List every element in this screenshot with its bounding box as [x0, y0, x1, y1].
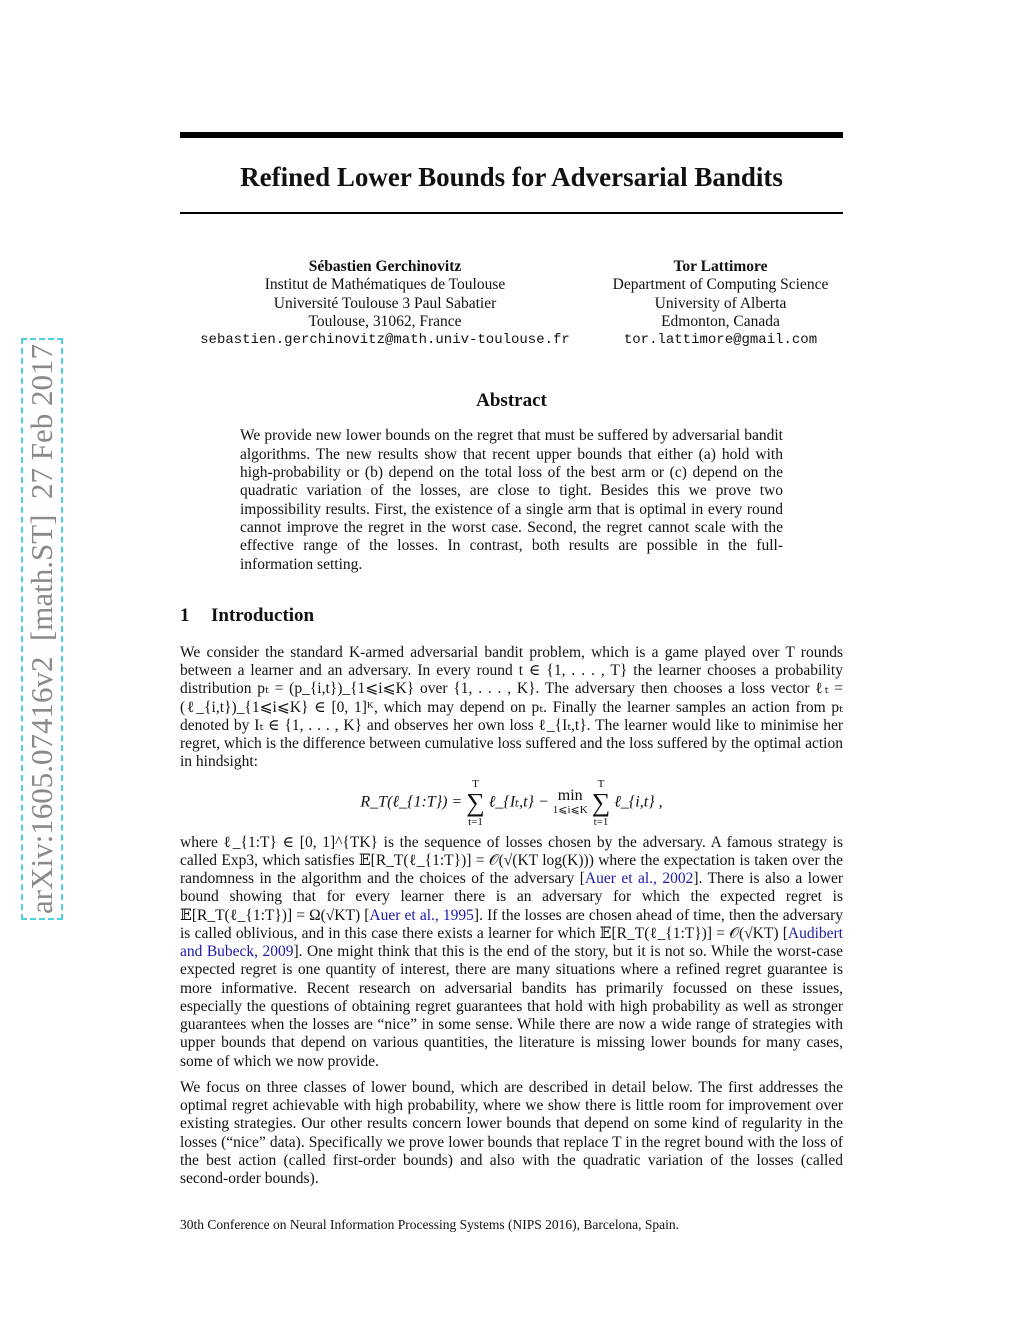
sum-lower: t=1	[593, 815, 609, 828]
author-affiliation: Institut de Mathématiques de Toulouse	[264, 276, 506, 294]
author-email[interactable]: sebastien.gerchinovitz@math.univ-toulouse.fr	[200, 332, 570, 349]
section-title: Introduction	[211, 604, 315, 626]
authors-row	[180, 258, 843, 349]
paragraph	[180, 834, 843, 1071]
sum-symbol: ∑	[466, 787, 485, 817]
author-block	[598, 258, 843, 349]
section-heading	[180, 604, 843, 628]
author-affiliation: Université Toulouse 3 Paul Sabatier	[273, 294, 497, 312]
paragraph-text: We focus on three classes of lower bound, which are described in detail below. The first addresses the optimal regret achievable with high probability, where we show there is little room for improvement over existing strategies. Our other results concern lower bounds that depend on some kind of regularity in the losses (“nice” data). Specifically we prove lower bounds that replace T in the regret bound with the loss of the best action (called first-order bounds) and also with the quadratic variation of the losses (called second-order bounds).	[180, 1078, 843, 1188]
footer-note: 30th Conference on Neural Information Processing Systems (NIPS 2016), Barcelona, Spain.	[180, 1217, 680, 1233]
citation-link[interactable]: Auer et al., 1995	[369, 906, 474, 924]
author-affiliation: University of Alberta	[654, 294, 787, 312]
min-operator: min	[557, 786, 583, 804]
sum-upper: T	[597, 777, 605, 790]
paragraph-text: ]. There is also a lower bound showing that for every learner there is an adversary for which the expected regret is 𝔼[R_T(ℓ_{1:T})] = Ω(√KT) [	[180, 870, 843, 924]
author-name: Tor Lattimore	[673, 258, 768, 275]
min-subscript: 1⩽i⩽K	[552, 803, 588, 816]
title-rule-bottom	[180, 212, 843, 214]
min-block	[552, 786, 588, 817]
author-affiliation: Department of Computing Science	[612, 276, 829, 294]
paragraph-text: We consider the standard K-armed adversarial bandit problem, which is a game played over T rounds between a learner and an adversary. In every round t ∈ {1, . . . , T} the learner chooses a probability distribution pₜ = (p_{i,t})_{1⩽i⩽K} over {1, . . . , K}. The adversary then chooses a loss vector ℓₜ = (ℓ_{i,t})_{1⩽i⩽K} ∈ [0, 1]ᴷ, which may depend on pₜ. Finally the learner samples an action from pₜ denoted by Iₜ ∈ {1, . . . , K} and observes her own loss ℓ_{Iₜ,t}. The learner would like to minimise her regret, which is the difference between cumulative loss suffered and the loss suffered by the optimal action in hindsight:	[180, 643, 843, 771]
page-column	[180, 0, 843, 1273]
paragraph-text: ]. One might think that this is the end of the story, but it is not so. While the worst-case expected regret is one quantity of interest, there are many situations where a refined regret guarantee is more informative. Recent research on adversarial bandits has primarily focussed on these issues, especially the questions of obtaining regret guarantees that hold with high probability as well as stronger guarantees when the losses are “nice” in some sense. While there are now a wide range of strategies with upper bounds that depend on various quantities, the literature is missing lower bounds for many cases, some of which we now provide.	[180, 943, 843, 1070]
author-name: Sébastien Gerchinovitz	[308, 258, 462, 275]
sum-block	[592, 778, 611, 828]
paragraph	[180, 644, 843, 772]
equation-term2: ℓ_{i,t} ,	[614, 793, 663, 811]
abstract-text: We provide new lower bounds on the regret that must be suffered by adversarial bandit algorithms. The new results show that recent upper bounds that either (a) hold with high-probability or (b) depend on the total loss of the best arm or (c) depend on the quadratic variation of the losses, are close to tight. Besides this we prove two impossibility results. First, the existence of a single arm that is optimal in every round cannot improve the regret in the worst case. Second, the regret cannot scale with the effective range of the losses. In contrast, both results are possible in the full-information setting.	[240, 427, 783, 573]
paragraph	[180, 1079, 843, 1189]
paper-title: Refined Lower Bounds for Adversarial Bandits	[240, 162, 783, 192]
sum-lower: t=1	[468, 815, 483, 828]
citation-link[interactable]: Auer et al., 2002	[584, 870, 694, 888]
section-number: 1	[180, 604, 190, 626]
equation-lhs: R_T(ℓ_{1:T}) =	[360, 793, 463, 811]
author-affiliation: Toulouse, 31062, France	[308, 312, 462, 330]
abstract-heading: Abstract	[476, 390, 547, 412]
sum-upper: T	[472, 777, 479, 790]
author-affiliation: Edmonton, Canada	[661, 312, 780, 330]
sum-symbol: ∑	[591, 787, 611, 817]
paragraph-text: ]. If the losses are chosen ahead of time, then the adversary is called oblivious, and in this case there exists a learner for which 𝔼[R_T(ℓ_{1:T})] = 𝒪(√KT) [	[180, 906, 843, 942]
title-rule-top	[180, 132, 843, 138]
citation-link[interactable]: Audibert and Bubeck, 2009	[180, 924, 843, 961]
author-email[interactable]: tor.lattimore@gmail.com	[623, 332, 818, 349]
author-block	[180, 258, 590, 349]
sum-block	[466, 778, 485, 828]
paragraph-text: where ℓ_{1:T} ∈ [0, 1]^{TK} is the sequence of losses chosen by the adversary. A famous strategy is called Exp3, which satisfies 𝔼[R_T(ℓ_{1:T})] = 𝒪(√(KT log(K))) where the expectation is taken over the randomness in the algorithm and the choices of the adversary [	[180, 833, 843, 888]
regret-equation	[180, 778, 843, 828]
equation-term1: ℓ_{Iₜ,t} −	[488, 793, 549, 811]
arxiv-stamp: arXiv:1605.07416v2 [math.ST] 27 Feb 2017	[21, 338, 63, 920]
